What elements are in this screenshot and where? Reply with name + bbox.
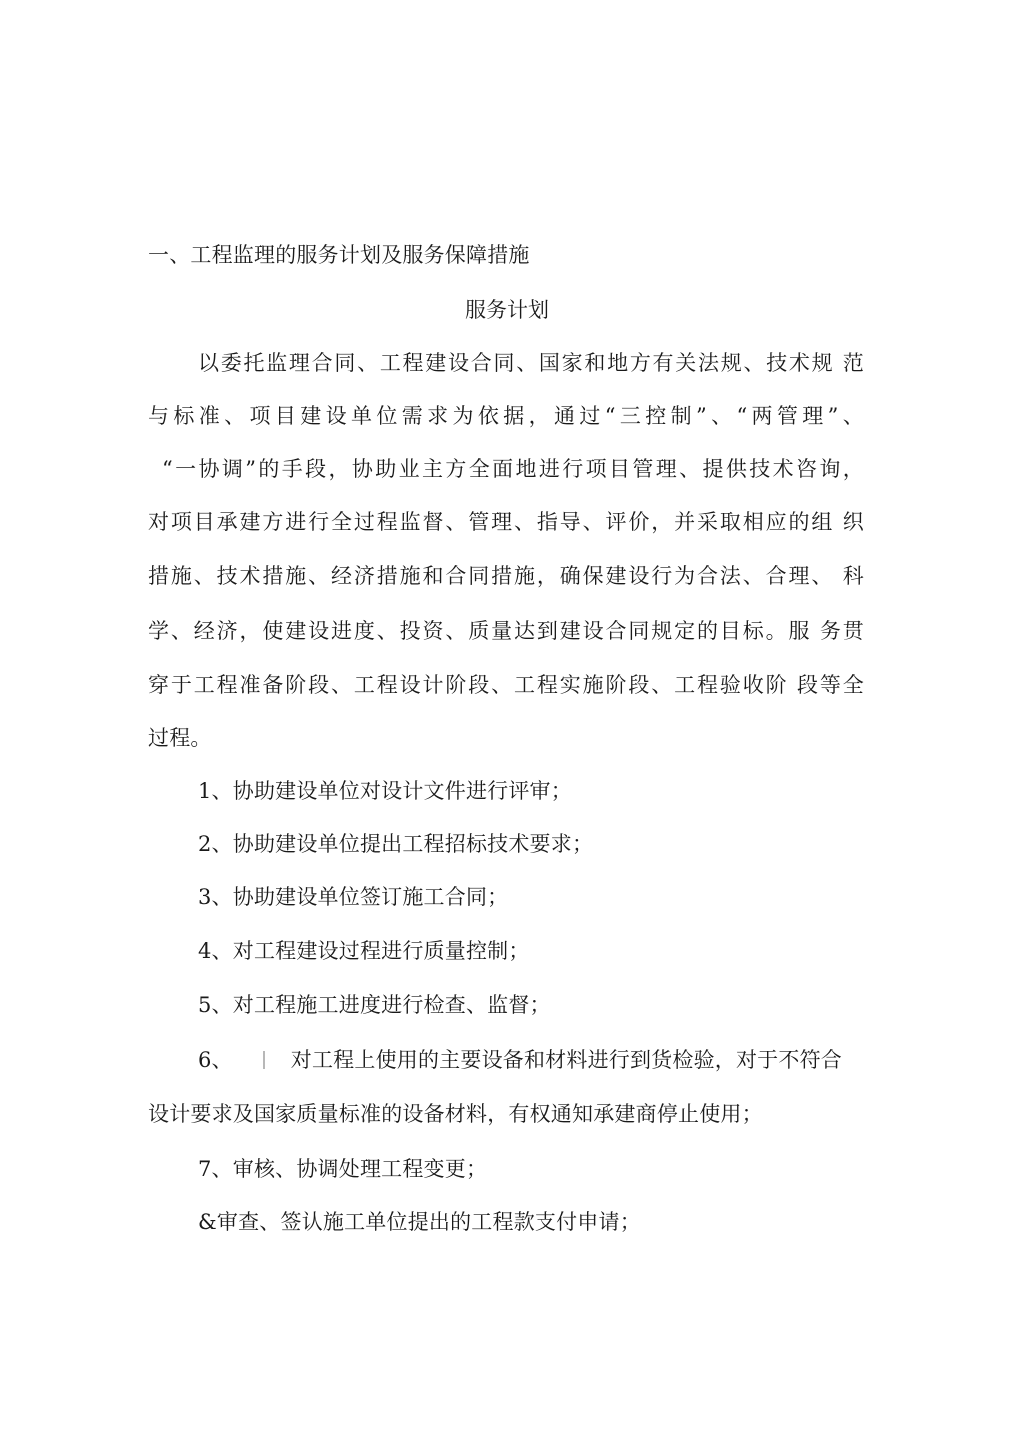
list-item: 1、协助建设单位对设计文件进行评审； [198,779,572,803]
list-item-6-number: 6、 [198,1048,233,1072]
list-item-7: 7、审核、协调处理工程变更； [198,1157,488,1181]
subtitle: 服务计划 [465,298,549,322]
list-item-6-text: 对工程上使用的主要设备和材料进行到货检验，对于不符合 [290,1048,842,1072]
paragraph-line-3: “一协调”的手段，协助业主方全面地进行项目管理、提供技术咨询， [162,457,864,481]
list-item: 4、对工程建设过程进行质量控制； [198,939,530,963]
list-item-8: &审查、签认施工单位提出的工程款支付申请； [198,1210,641,1234]
scan-artifact [263,1051,265,1069]
list-item-6 [198,1046,864,1074]
paragraph-line-5: 措施、技术措施、经济措施和合同措施，确保建设行为合法、合理、 科 [148,564,864,588]
section-heading: 一、工程监理的服务计划及服务保障措施 [148,243,530,267]
list-item: 2、协助建设单位提出工程招标技术要求； [198,832,594,856]
paragraph-line-4: 对项目承建方进行全过程监督、管理、指导、评价，并采取相应的组 织 [148,510,864,534]
list-item: 5、对工程施工进度进行检查、监督； [198,993,551,1017]
list-item-6-continuation: 设计要求及国家质量标准的设备材料，有权通知承建商停止使用； [148,1102,763,1126]
list-item: 3、协助建设单位签订施工合同； [198,885,509,909]
paragraph-line-7: 穿于工程准备阶段、工程设计阶段、工程实施阶段、工程验收阶 段等全 [148,673,864,697]
paragraph-line-2: 与标准、项目建设单位需求为依据，通过“三控制”、“两管理”、 [148,404,864,428]
paragraph-line-6: 学、经济，使建设进度、投资、质量达到建设合同规定的目标。服 务贯 [148,619,864,643]
paragraph-line-8: 过程。 [148,726,212,750]
paragraph-line-1: 以委托监理合同、工程建设合同、国家和地方有关法规、技术规 范 [198,351,864,375]
